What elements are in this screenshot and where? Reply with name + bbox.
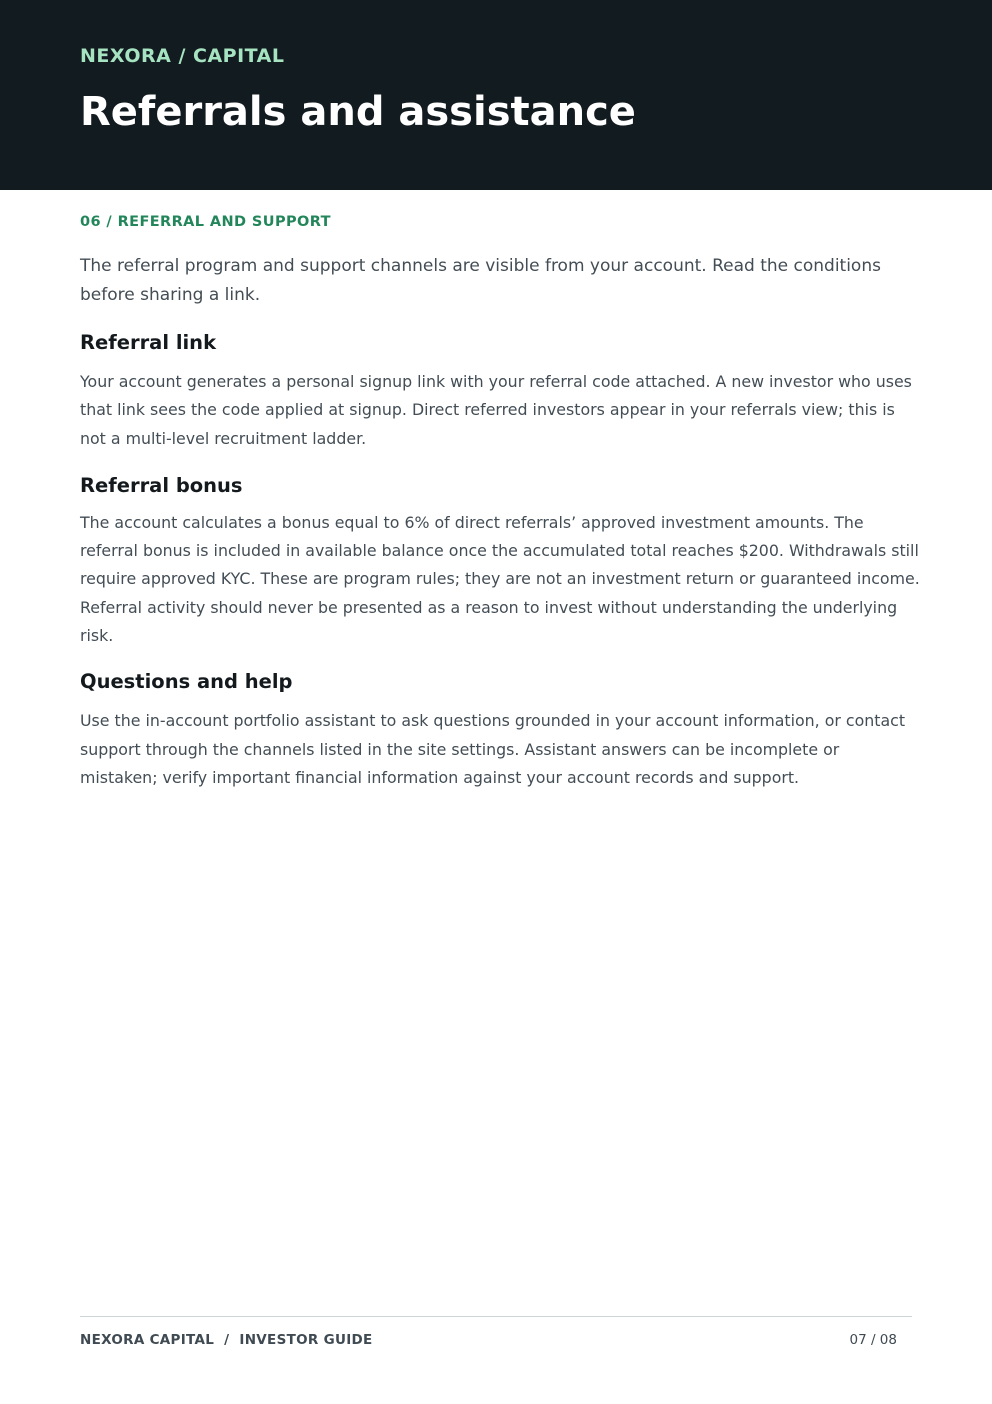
subsection-heading: Referral link (80, 331, 217, 354)
page-title: Referrals and assistance (80, 89, 636, 135)
subsection-heading: Questions and help (80, 670, 293, 694)
intro-paragraph: The referral program and support channels are visible from your account. Read the conditions before sharing a link. (80, 256, 881, 305)
subsection-paragraph: The account calculates a bonus equal to 6% of direct referrals’ approved investment amounts. The referral bonus is included in available balance once the accumulated total reaches $200. Withdrawals still require approved KYC. These are program rules; they are not an investment return or guaranteed income. Referral activity should never be presented as a reason to invest without understanding the underlying risk. (80, 512, 920, 646)
page-header (0, 0, 992, 190)
footer-label: NEXORA CAPITAL / INVESTOR GUIDE (80, 1332, 373, 1348)
page-number: 07 / 08 (849, 1332, 897, 1348)
subsection-paragraph: Use the in-account portfolio assistant to ask questions grounded in your account information, or contact support through the channels listed in the site settings. Assistant answers can be incomplete or mistaken; verify important financial information against your account records and support. (80, 711, 906, 787)
subsection-questions-and-help (80, 669, 920, 792)
main-content (80, 212, 920, 792)
subsection-referral-link (80, 330, 920, 453)
subsection-paragraph: Your account generates a personal signup link with your referral code attached. A new investor who uses that link sees the code applied at signup. Direct referred investors appear in your referrals view; this is not a multi-level recruitment ladder. (80, 372, 912, 448)
footer-divider (80, 1316, 912, 1317)
section-label: 06 / REFERRAL AND SUPPORT (80, 214, 331, 230)
subsection-heading: Referral bonus (80, 473, 243, 497)
brand-label: NEXORA / CAPITAL (80, 45, 285, 67)
subsection-referral-bonus (80, 473, 920, 650)
